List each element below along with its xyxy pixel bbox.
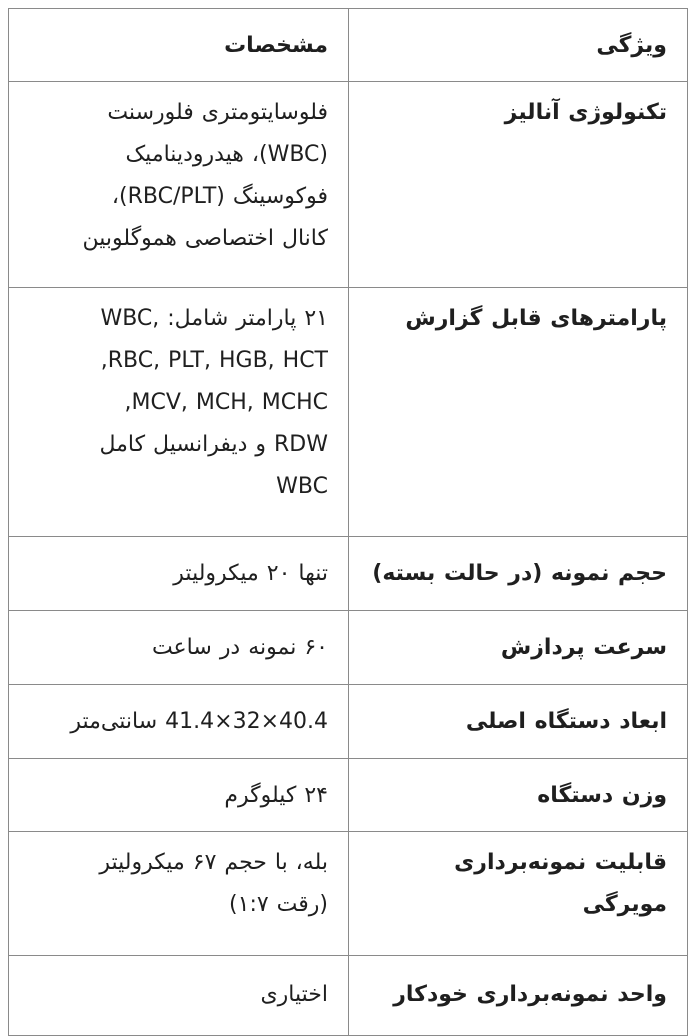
spec-line: فلوسایتومتری فلورسنت [107,100,328,125]
specifications-table [8,8,688,1036]
feature-label: تکنولوژی آنالیز [504,100,667,125]
spec-cell [9,288,349,537]
spec-cell [9,832,349,956]
spec-cell [9,685,349,759]
header-cell-feature [349,9,688,82]
spec-line: (رقت ۱:۷) [229,892,328,917]
header-feature-label: ویژگی [596,33,667,58]
spec-line: 40.4×32×41.4 سانتی‌متر [70,709,328,734]
spec-line: فوکوسینگ (RBC/PLT)، [111,184,328,209]
spec-cell [9,611,349,685]
table-row [9,611,688,685]
header-cell-spec [9,9,349,82]
spec-line: ۲۱ پارامتر شامل: ,WBC [100,306,328,331]
spec-value [9,82,348,260]
feature-cell [349,288,688,537]
feature-label: قابلیت نمونه‌برداری مویرگی [454,850,667,917]
table-row [9,759,688,832]
spec-line: اختیاری [260,982,328,1007]
spec-line: بله، با حجم ۶۷ میکرولیتر [99,850,328,875]
spec-line: ۶۰ نمونه در ساعت [151,635,328,660]
feature-label: پارامترهای قابل گزارش [405,306,667,331]
spec-value [9,832,348,926]
feature-cell [349,611,688,685]
table-row [9,537,688,611]
spec-value [9,288,348,508]
feature-cell [349,537,688,611]
feature-cell [349,685,688,759]
header-spec-label: مشخصات [224,33,328,58]
spec-line: کانال اختصاصی هموگلوبین [82,226,328,251]
feature-cell [349,832,688,956]
table-row [9,832,688,956]
feature-cell [349,82,688,288]
spec-value [9,685,348,743]
spec-line: MCV, MCH, MCHC, [124,390,328,415]
spec-line: ۲۴ کیلوگرم [224,783,328,808]
feature-label: سرعت پردازش [500,635,667,660]
feature-label: حجم نمونه (در حالت بسته) [372,561,667,586]
spec-line: RBC, PLT, HGB, HCT, [100,348,328,373]
feature-label: وزن دستگاه [537,783,667,808]
spec-value [9,759,348,817]
spec-cell [9,759,349,832]
spec-line: تنها ۲۰ میکرولیتر [173,561,328,586]
spec-value [9,611,348,669]
spec-line: RDW و دیفرانسیل کامل [99,432,328,457]
spec-line: WBC [276,474,328,499]
feature-label: واحد نمونه‌برداری خودکار [393,982,667,1007]
table-row [9,685,688,759]
spec-cell [9,537,349,611]
table-row [9,288,688,537]
feature-label: ابعاد دستگاه اصلی [465,709,667,734]
spec-value [9,537,348,595]
spec-value [9,956,348,1016]
table-header-row [9,9,688,82]
table-row [9,82,688,288]
spec-line: (WBC)، هیدرودینامیک [125,142,328,167]
feature-cell [349,759,688,832]
spec-cell [9,82,349,288]
